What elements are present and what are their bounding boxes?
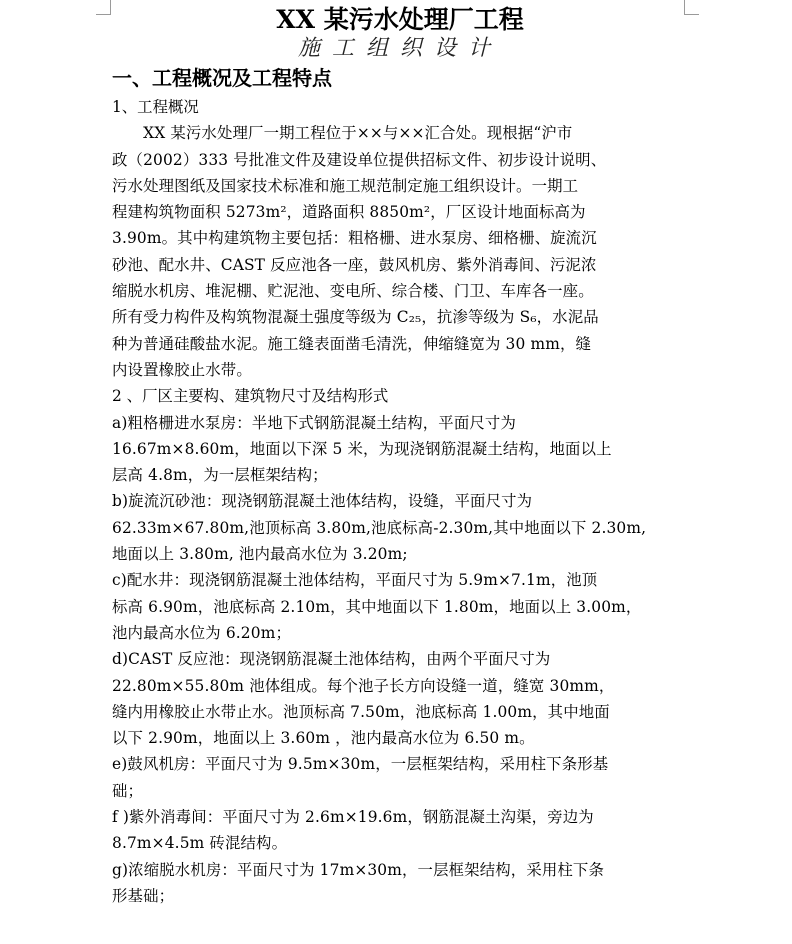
- structure-line: c)配水井：现浇钢筋混凝土池体结构，平面尺寸为 5.9m×7.1m，池顶: [112, 571, 598, 590]
- paragraph-line: 程建构筑物面积 5273m²，道路面积 8850m²，厂区设计地面标高为: [112, 203, 586, 222]
- structure-line: 形基础；: [112, 886, 175, 905]
- structure-line: f )紫外消毒间：平面尺寸为 2.6m×19.6m，钢筋混凝土沟渠，旁边为: [112, 808, 594, 827]
- overview-paragraph: [112, 120, 688, 383]
- page-corner-mark-left: [96, 0, 111, 15]
- paragraph-line: 政（2002）333 号批准文件及建设单位提供招标文件、初步设计说明、: [112, 150, 607, 169]
- structure-line: 62.33m×67.80m,池顶标高 3.80m,池底标高-2.30m,其中地面以下 2.30m,: [112, 518, 647, 537]
- structure-line: 8.7m×4.5m 砖混结构。: [112, 834, 288, 853]
- paragraph-line: 所有受力构件及构筑物混凝土强度等级为 C₂₅，抗渗等级为 S₆，水泥品: [112, 308, 599, 327]
- structure-line: 层高 4.8m，为一层框架结构；: [112, 466, 328, 485]
- paragraph-line: XX 某污水处理厂一期工程位于××与××汇合处。现根据“沪市: [112, 124, 573, 143]
- structure-line: 池内最高水位为 6.20m；: [112, 623, 291, 642]
- paragraph-line: 种为普通硅酸盐水泥。施工缝表面凿毛清洗，伸缩缝宽为 30 mm，缝: [112, 334, 592, 353]
- paragraph-line: 内设置橡胶止水带。: [112, 360, 252, 379]
- subsection-heading-overview: 1、工程概况: [112, 98, 199, 116]
- paragraph-line: 3.90m。其中构建筑物主要包括：粗格栅、进水泵房、细格栅、旋流沉: [112, 229, 597, 248]
- structure-line: 16.67m×8.60m，地面以下深 5 米，为现浇钢筋混凝土结构，地面以上: [112, 439, 612, 458]
- paragraph-line: 缩脱水机房、堆泥棚、贮泥池、变电所、综合楼、门卫、车库各一座。: [112, 282, 594, 301]
- structures-list: [112, 410, 688, 910]
- structure-line: g)浓缩脱水机房：平面尺寸为 17m×30m，一层框架结构，采用柱下条: [112, 860, 605, 879]
- section-heading: 一、工程概况及工程特点: [112, 66, 332, 90]
- structure-line: 22.80m×55.80m 池体组成。每个池子长方向设缝一道，缝宽 30mm，: [112, 676, 615, 695]
- structure-line: 地面以上 3.80m, 池内最高水位为 3.20m;: [112, 545, 408, 564]
- structure-line: 以下 2.90m，地面以上 3.60m ，池内最高水位为 6.50 m。: [112, 729, 535, 748]
- structure-line: e)鼓风机房：平面尺寸为 9.5m×30m，一层框架结构，采用柱下条形基: [112, 755, 609, 774]
- document-title: XX 某污水处理厂工程: [276, 5, 524, 34]
- document-page: [112, 4, 688, 909]
- structure-line: b)旋流沉砂池：现浇钢筋混凝土池体结构，设缝，平面尺寸为: [112, 492, 533, 511]
- structure-line: d)CAST 反应池：现浇钢筋混凝土池体结构，由两个平面尺寸为: [112, 650, 551, 669]
- structure-line: a)粗格栅进水泵房：半地下式钢筋混凝土结构，平面尺寸为: [112, 413, 516, 432]
- document-subtitle: 施工组织设计: [297, 36, 502, 61]
- subsection-heading-structures: 2 、厂区主要构、建筑物尺寸及结构形式: [112, 387, 389, 406]
- structure-line: 缝内用橡胶止水带止水。池顶标高 7.50m，池底标高 1.00m，其中地面: [112, 702, 610, 721]
- paragraph-line: 污水处理图纸及国家技术标准和施工规范制定施工组织设计。一期工: [112, 176, 579, 195]
- structure-line: 标高 6.90m，池底标高 2.10m，其中地面以下 1.80m，地面以上 3.00m，: [112, 597, 642, 616]
- paragraph-line: 砂池、配水井、CAST 反应池各一座，鼓风机房、紫外消毒间、污泥浓: [112, 255, 597, 274]
- structure-line: 础；: [112, 781, 144, 800]
